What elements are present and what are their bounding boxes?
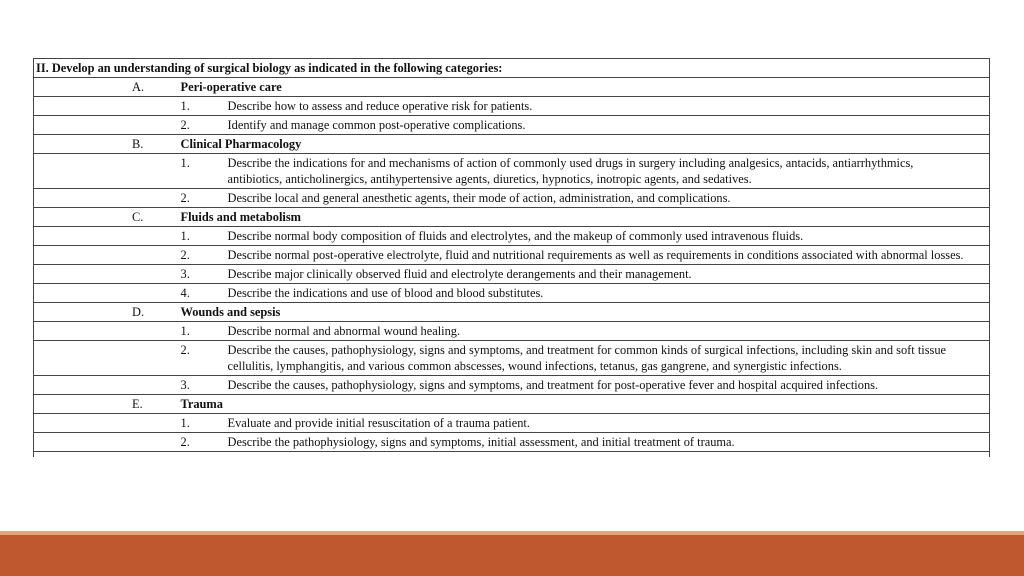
item-row [34, 284, 990, 303]
item-text: Evaluate and provide initial resuscitation of a trauma patient. [226, 414, 990, 433]
item-indent-cell [34, 265, 177, 284]
item-row [34, 414, 990, 433]
section-row [34, 135, 990, 154]
item-number: 1. [177, 414, 226, 433]
item-row [34, 265, 990, 284]
item-text: Describe the pathophysiology, signs and symptoms, initial assessment, and initial treatment of trauma. [226, 433, 990, 452]
item-indent-cell [34, 433, 177, 452]
item-text: Describe the indications for and mechanisms of action of commonly used drugs in surgery including analgesics, antacids, antiarrhythmics, antibiotics, anticholinergics, antihypertensive agents, diuretics, hypnotics, inotropic agents, and sedatives. [226, 154, 990, 189]
curriculum-table [33, 58, 990, 457]
section-letter: E. [34, 395, 177, 414]
item-number: 3. [177, 376, 226, 395]
item-number: 4. [177, 284, 226, 303]
item-number: 1. [177, 322, 226, 341]
section-title: Peri-operative care [177, 78, 990, 97]
section-row [34, 303, 990, 322]
item-indent-cell [34, 246, 177, 265]
item-indent-cell [34, 322, 177, 341]
item-number: 1. [177, 227, 226, 246]
document-title: II. Develop an understanding of surgical biology as indicated in the following categories: [34, 59, 990, 78]
item-text: Describe the causes, pathophysiology, signs and symptoms, and treatment for common kinds of surgical infections, including skin and soft tissue cellulitis, lymphangitis, and various common abscesses, wound infections, tetanus, gas gangrene, and synergistic infections. [226, 341, 990, 376]
item-text: Describe normal post-operative electrolyte, fluid and nutritional requirements as well as requirements in conditions associated with abnormal losses. [226, 246, 990, 265]
item-row [34, 433, 990, 452]
section-title: Wounds and sepsis [177, 303, 990, 322]
item-text: Describe major clinically observed fluid and electrolyte derangements and their management. [226, 265, 990, 284]
item-number: 1. [177, 154, 226, 189]
footer-bar [0, 535, 1024, 576]
item-number: 2. [177, 246, 226, 265]
item-indent-cell [34, 284, 177, 303]
item-text: Describe how to assess and reduce operative risk for patients. [226, 97, 990, 116]
item-row [34, 322, 990, 341]
item-indent-cell [34, 97, 177, 116]
item-text: Describe local and general anesthetic agents, their mode of action, administration, and complications. [226, 189, 990, 208]
item-text: Identify and manage common post-operative complications. [226, 116, 990, 135]
item-number: 1. [177, 97, 226, 116]
item-indent-cell [34, 227, 177, 246]
section-letter: B. [34, 135, 177, 154]
item-row [34, 116, 990, 135]
section-letter: C. [34, 208, 177, 227]
curriculum-table-body [34, 59, 990, 458]
section-row [34, 78, 990, 97]
item-indent-cell [34, 116, 177, 135]
section-letter: A. [34, 78, 177, 97]
table-continuation-cell [34, 452, 990, 458]
item-number: 3. [177, 265, 226, 284]
section-letter: D. [34, 303, 177, 322]
item-row [34, 341, 990, 376]
item-number: 2. [177, 341, 226, 376]
item-row [34, 246, 990, 265]
item-indent-cell [34, 189, 177, 208]
item-text: Describe the indications and use of blood and blood substitutes. [226, 284, 990, 303]
item-row [34, 154, 990, 189]
item-number: 2. [177, 189, 226, 208]
section-row [34, 395, 990, 414]
item-indent-cell [34, 154, 177, 189]
item-text: Describe normal and abnormal wound healing. [226, 322, 990, 341]
item-row [34, 189, 990, 208]
item-indent-cell [34, 376, 177, 395]
item-indent-cell [34, 414, 177, 433]
item-text: Describe the causes, pathophysiology, signs and symptoms, and treatment for post-operative fever and hospital acquired infections. [226, 376, 990, 395]
item-row [34, 227, 990, 246]
item-row [34, 376, 990, 395]
section-title: Fluids and metabolism [177, 208, 990, 227]
section-title: Trauma [177, 395, 990, 414]
table-continuation-row [34, 452, 990, 458]
item-row [34, 97, 990, 116]
item-text: Describe normal body composition of fluids and electrolytes, and the makeup of commonly used intravenous fluids. [226, 227, 990, 246]
item-number: 2. [177, 116, 226, 135]
item-indent-cell [34, 341, 177, 376]
section-title: Clinical Pharmacology [177, 135, 990, 154]
table-title-row [34, 59, 990, 78]
section-row [34, 208, 990, 227]
item-number: 2. [177, 433, 226, 452]
